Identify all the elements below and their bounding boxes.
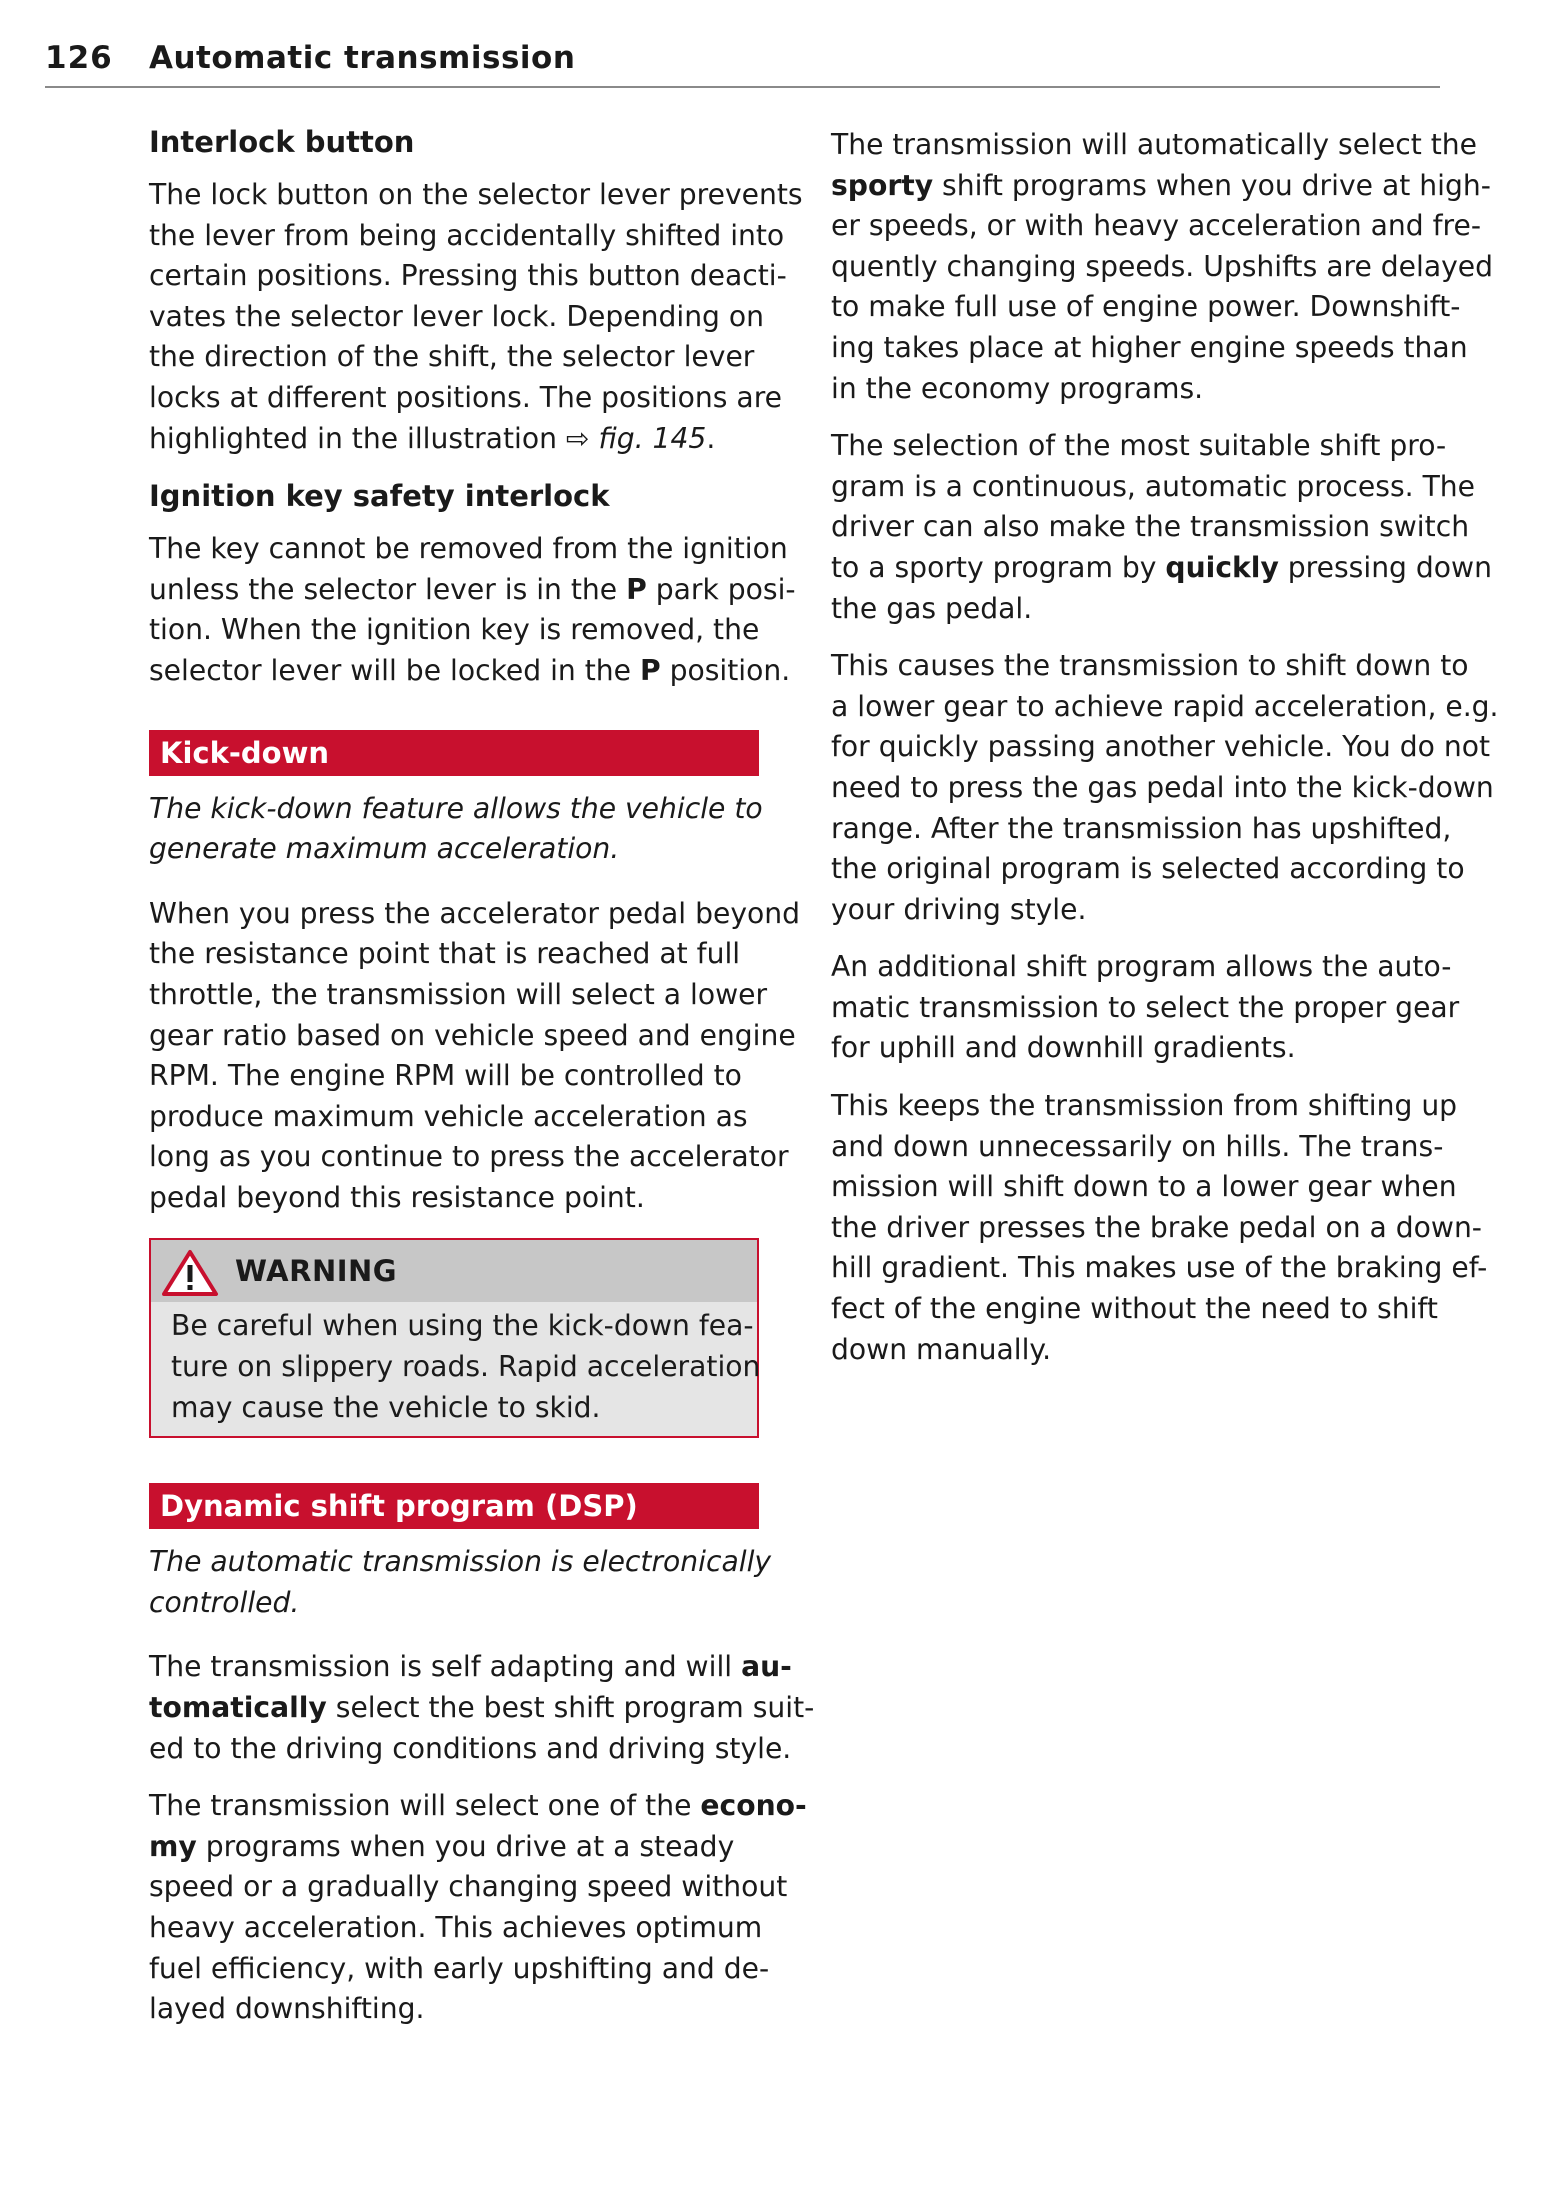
text-line: the lever from being accidentally shifted into <box>149 218 785 252</box>
right-column <box>831 125 1499 1387</box>
kickdown-paragraph: When you press the accelerator pedal beyond the resistance point that is reached at full throttle, the transmission will select a lower gear ratio based on vehicle speed and engine RPM. The engine RPM will be controlled to produce maximum vehicle acceleration as long as you continue to press the accelerator pedal beyond this resistance point. <box>149 896 801 1214</box>
interlock-paragraph <box>149 175 803 459</box>
kickdown-section-title: Kick-down <box>149 730 759 776</box>
text-line: highlighted in the illustration ⇨ fig. 145. <box>149 421 716 455</box>
fig-reference-link[interactable]: ⇨ fig. 145 <box>565 421 707 455</box>
text-line: The lock button on the selector lever prevents <box>149 178 803 211</box>
dsp-paragraph-1: The transmission is self adapting and will au- tomatically select the best shift program suit- ed to the driving conditions and driving style. <box>149 1650 815 1765</box>
warning-body: Be careful when using the kick-down fea- ture on slippery roads. Rapid acceleration may cause the vehicle to skid. <box>171 1309 761 1424</box>
text-line: tion. When the ignition key is removed, the <box>149 613 760 647</box>
page-header <box>45 38 1440 88</box>
warning-header <box>151 1240 757 1302</box>
warning-title: WARNING <box>235 1254 398 1289</box>
text-line: selector lever will be locked in the P position. <box>149 653 791 687</box>
text-line: the direction of the shift, the selector lever <box>149 340 755 374</box>
warning-triangle-icon <box>161 1249 219 1297</box>
ignition-paragraph <box>149 529 796 691</box>
kickdown-intro: The kick-down feature allows the vehicle to generate maximum acceleration. <box>149 791 763 866</box>
left-column <box>149 122 815 2047</box>
right-paragraph-3: This causes the transmission to shift down to a lower gear to achieve rapid acceleration, e.g. for quickly passing another vehicle. You do not need to press the gas pedal into the kick-down range. After the transmission has upshifted, the original program is selected according to your driving style. <box>831 649 1499 926</box>
interlock-heading: Interlock button <box>149 125 415 159</box>
ignition-heading: Ignition key safety interlock <box>149 479 610 514</box>
right-paragraph-4: An additional shift program allows the auto- matic transmission to select the proper gear for uphill and downhill gradients. <box>831 950 1460 1065</box>
right-paragraph-5: This keeps the transmission from shifting up and down unnecessarily on hills. The trans- mission will shift down to a lower gear when the driver presses the brake pedal on a down- hill gradient. This makes use of the braking ef- fect of the engine without the need to shift down manually. <box>831 1089 1488 1366</box>
text-line: vates the selector lever lock. Depending on <box>149 299 765 333</box>
dsp-intro: The automatic transmission is electronically controlled. <box>149 1545 772 1619</box>
dsp-paragraph-2: The transmission will select one of the econo- my programs when you drive at a steady speed or a gradually changing speed without heavy acceleration. This achieves optimum fuel efficiency, with early upshifting and de- layed downshifting. <box>149 1789 807 2026</box>
page-title: Automatic transmission <box>149 40 576 76</box>
right-paragraph-2: The selection of the most suitable shift pro- gram is a continuous, automatic process. The driver can also make the transmission switch to a sporty program by quickly pressing down the gas pedal. <box>831 429 1492 625</box>
text-line: unless the selector lever is in the P park posi- <box>149 572 796 606</box>
page-number: 126 <box>45 40 113 76</box>
right-paragraph-1: The transmission will automatically select the sporty shift programs when you drive at high- er speeds, or with heavy acceleration and fre- quently changing speeds. Upshifts are delayed to make full use of engine power. Downshift- ing takes place at higher engine speeds than in the economy programs. <box>831 128 1494 405</box>
dsp-section-title: Dynamic shift program (DSP) <box>149 1483 759 1529</box>
text-line: certain positions. Pressing this button deacti- <box>149 259 787 293</box>
text-line: locks at different positions. The positions are <box>149 380 783 414</box>
warning-box <box>149 1238 759 1438</box>
text-line: The key cannot be removed from the ignition <box>149 532 788 566</box>
